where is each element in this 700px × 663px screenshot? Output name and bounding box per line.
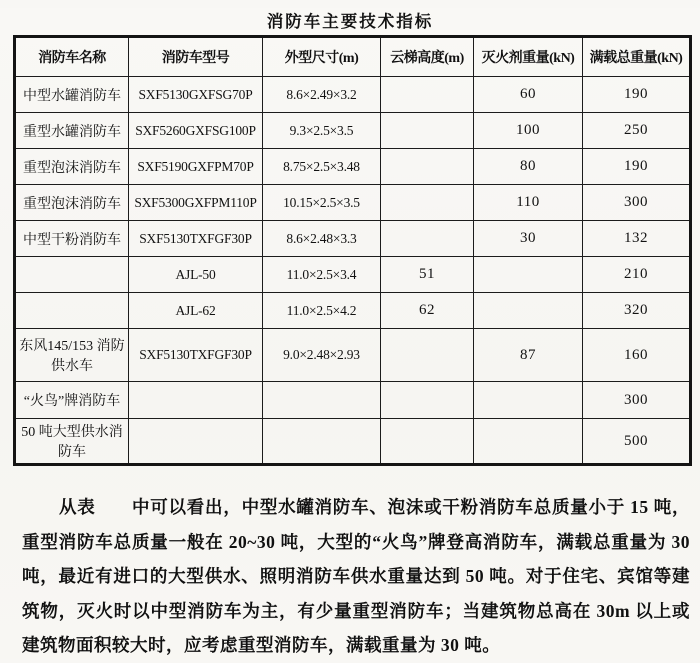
truck-name-cell: 东风145/153 消防供水车 [15, 329, 129, 382]
ladder-height-cell [381, 185, 474, 221]
ladder-height-cell [381, 149, 474, 185]
model-cell: SXF5130TXFGF30P [129, 329, 263, 382]
header-truck-model: 消防车型号 [129, 37, 263, 77]
model-cell: SXF5130GXFSG70P [129, 77, 263, 113]
ladder-height-cell: 51 [381, 257, 474, 293]
analysis-paragraph: 从表 中可以看出，中型水罐消防车、泡沫或干粉消防车总质量小于 15 吨，重型消防车总质量一般在 20~30 吨，大型的“火鸟”牌登高消防车，满载总重量为 30 吨，最近有进口的大型供水、照明消防车供水重量达到 50 吨。对于住宅、宾馆等建筑物，灭火时以中型消防车为主，有少量重型消防车；当建筑物总高在 30m 以上或建筑物面积较大时，应考虑重型消防车，满载重量为 30 吨。 [22, 497, 690, 655]
header-ladder-height: 云梯高度(m) [381, 37, 474, 77]
table-title: 消防车主要技术指标 [266, 12, 434, 31]
truck-name-cell: “火鸟”牌消防车 [15, 382, 129, 419]
truck-name-cell [15, 293, 129, 329]
truck-name-cell: 重型泡沫消防车 [15, 149, 129, 185]
dimensions-cell [263, 419, 381, 465]
table-row [15, 77, 691, 113]
agent-weight-cell [474, 382, 583, 419]
total-weight-cell: 320 [583, 293, 691, 329]
dimensions-cell: 8.6×2.49×3.2 [263, 77, 381, 113]
table-header-row [15, 37, 691, 77]
header-agent-weight: 灭火剂重量(kN) [474, 37, 583, 77]
total-weight-cell: 500 [583, 419, 691, 465]
agent-weight-cell: 100 [474, 113, 583, 149]
agent-weight-cell: 87 [474, 329, 583, 382]
model-cell: AJL-62 [129, 293, 263, 329]
agent-weight-cell [474, 419, 583, 465]
dimensions-cell: 11.0×2.5×3.4 [263, 257, 381, 293]
truck-name-cell: 中型干粉消防车 [15, 221, 129, 257]
fire-truck-spec-table [13, 35, 692, 466]
header-truck-name: 消防车名称 [15, 37, 129, 77]
dimensions-cell: 8.75×2.5×3.48 [263, 149, 381, 185]
header-total-weight: 满载总重量(kN) [583, 37, 691, 77]
total-weight-cell: 190 [583, 149, 691, 185]
model-cell: SXF5300GXFPM110P [129, 185, 263, 221]
truck-name-cell [15, 257, 129, 293]
agent-weight-cell: 60 [474, 77, 583, 113]
total-weight-cell: 300 [583, 382, 691, 419]
ladder-height-cell [381, 221, 474, 257]
model-cell: SXF5190GXFPM70P [129, 149, 263, 185]
table-row [15, 257, 691, 293]
agent-weight-cell: 80 [474, 149, 583, 185]
truck-name-cell: 中型水罐消防车 [15, 77, 129, 113]
table-row [15, 382, 691, 419]
total-weight-cell: 190 [583, 77, 691, 113]
ladder-height-cell [381, 329, 474, 382]
agent-weight-cell [474, 257, 583, 293]
table-row [15, 221, 691, 257]
dimensions-cell: 8.6×2.48×3.3 [263, 221, 381, 257]
table-row [15, 419, 691, 465]
truck-name-cell: 50 吨大型供水消防车 [15, 419, 129, 465]
model-cell [129, 382, 263, 419]
dimensions-cell: 11.0×2.5×4.2 [263, 293, 381, 329]
dimensions-cell: 9.0×2.48×2.93 [263, 329, 381, 382]
total-weight-cell: 132 [583, 221, 691, 257]
truck-name-cell: 重型泡沫消防车 [15, 185, 129, 221]
agent-weight-cell [474, 293, 583, 329]
table-row [15, 293, 691, 329]
agent-weight-cell: 110 [474, 185, 583, 221]
table-row [15, 149, 691, 185]
document-page [0, 8, 700, 659]
ladder-height-cell [381, 77, 474, 113]
truck-name-cell: 重型水罐消防车 [15, 113, 129, 149]
total-weight-cell: 160 [583, 329, 691, 382]
agent-weight-cell: 30 [474, 221, 583, 257]
total-weight-cell: 300 [583, 185, 691, 221]
header-dimensions: 外型尺寸(m) [263, 37, 381, 77]
table-row [15, 329, 691, 382]
total-weight-cell: 250 [583, 113, 691, 149]
dimensions-cell [263, 382, 381, 419]
table-row [15, 185, 691, 221]
ladder-height-cell: 62 [381, 293, 474, 329]
model-cell: SXF5130TXFGF30P [129, 221, 263, 257]
dimensions-cell: 9.3×2.5×3.5 [263, 113, 381, 149]
ladder-height-cell [381, 382, 474, 419]
ladder-height-cell [381, 113, 474, 149]
table-row [15, 113, 691, 149]
model-cell: SXF5260GXFSG100P [129, 113, 263, 149]
model-cell: AJL-50 [129, 257, 263, 293]
ladder-height-cell [381, 419, 474, 465]
total-weight-cell: 210 [583, 257, 691, 293]
dimensions-cell: 10.15×2.5×3.5 [263, 185, 381, 221]
model-cell [129, 419, 263, 465]
